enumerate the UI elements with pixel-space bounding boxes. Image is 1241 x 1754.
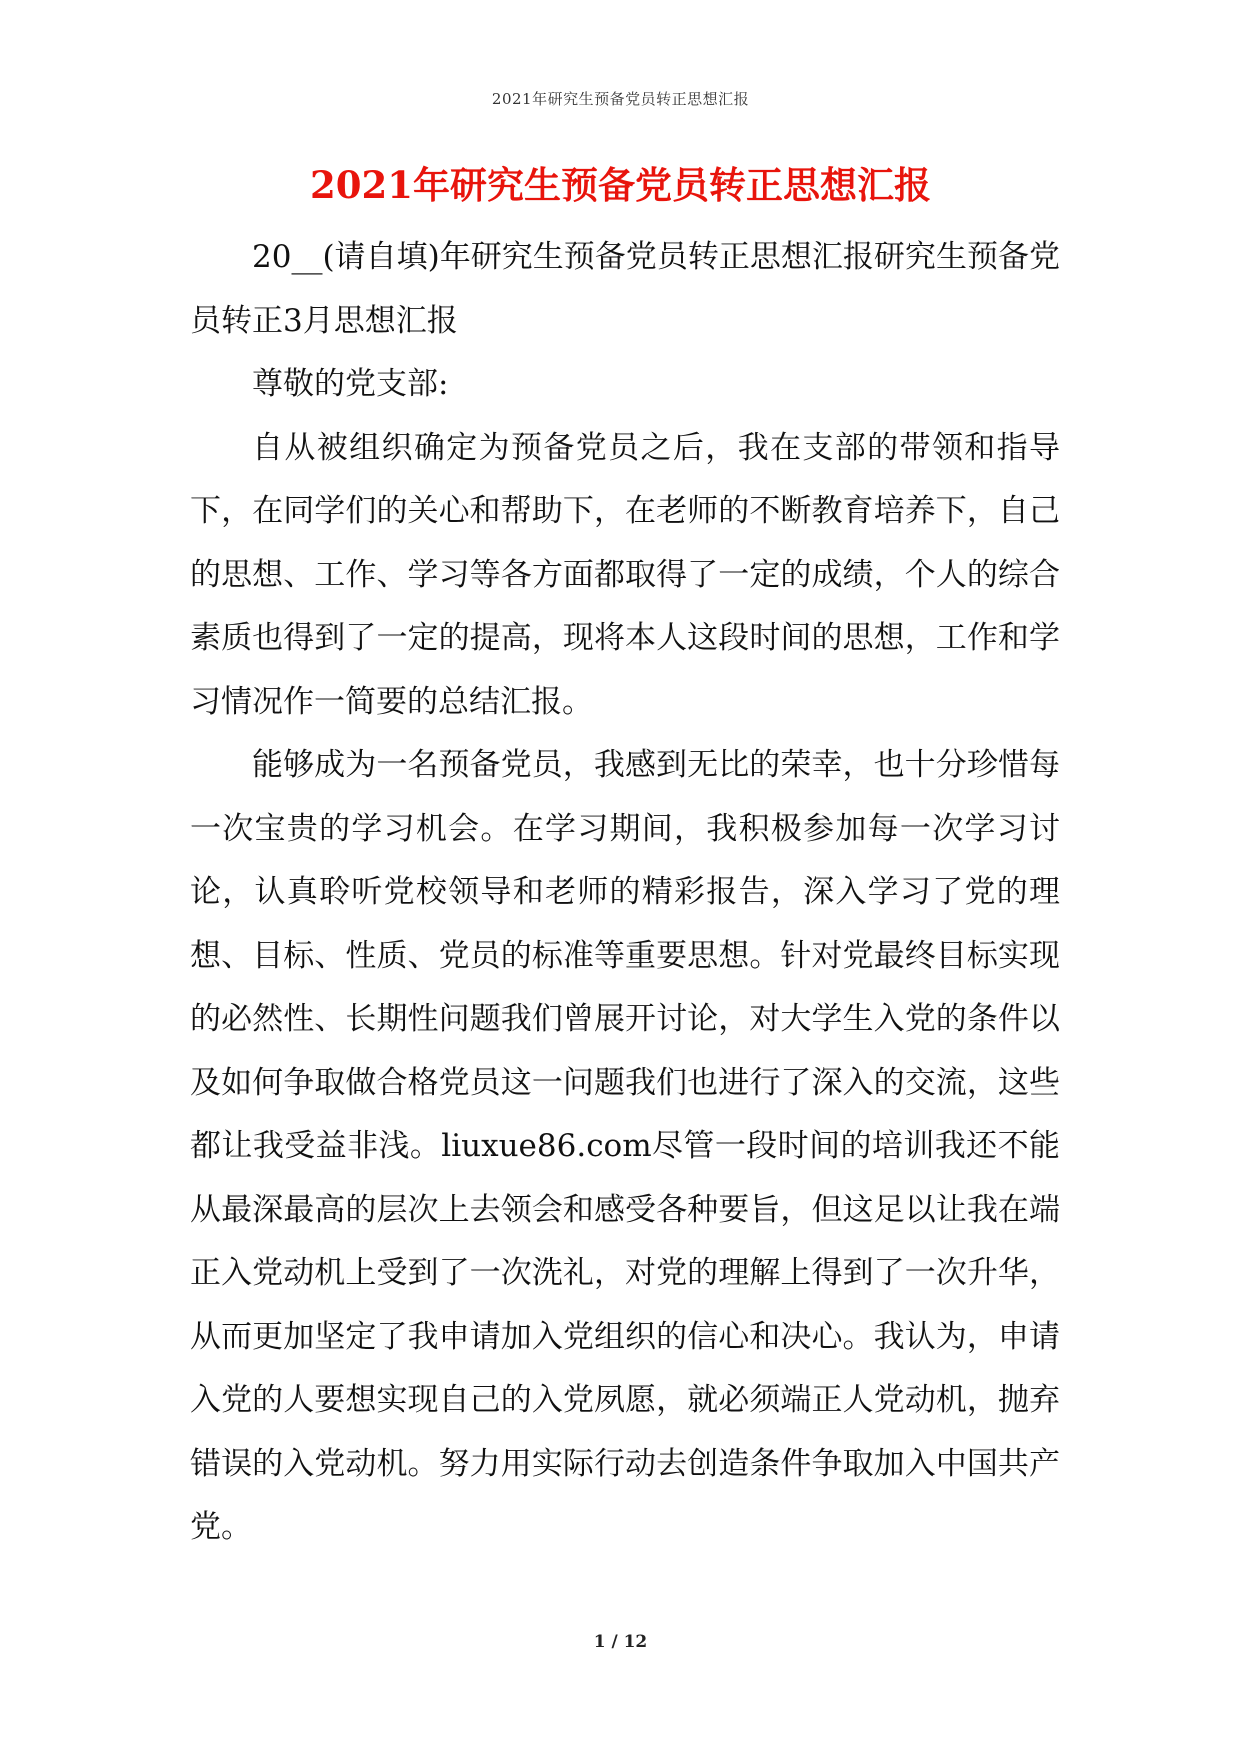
paragraph-body: 能够成为一名预备党员，我感到无比的荣幸，也十分珍惜每一次宝贵的学习机会。在学习期间，我积极参加每一次学习讨论，认真聆听党校领导和老师的精彩报告，深入学习了党的理想、目标、性质、党员的标准等重要思想。针对党最终目标实现的必然性、长期性问题我们曾展开讨论，对大学生入党的条件以及如何争取做合格党员这一问题我们也进行了深入的交流，这些都让我受益非浅。liuxue86.com尽管一段时间的培训我还不能从最深最高的层次上去领会和感受各种要旨，但这足以让我在端正入党动机上受到了一次洗礼，对党的理解上得到了一次升华，从而更加坚定了我申请加入党组织的信心和决心。我认为，申请入党的人要想实现自己的入党夙愿，就必须端正人党动机，抛弃错误的入党动机。努力用实际行动去创造条件争取加入中国共产党。: [190, 747, 1060, 1545]
running-header: 2021年研究生预备党员转正思想汇报: [491, 90, 750, 108]
paragraph-subtitle: 20__(请自填)年研究生预备党员转正思想汇报研究生预备党员转正3月思想汇报: [190, 239, 1060, 339]
paragraph-body: 自从被组织确定为预备党员之后，我在支部的带领和指导下，在同学们的关心和帮助下，在老师的不断教育培养下，自己的思想、工作、学习等各方面都取得了一定的成绩，个人的综合素质也得到了一定的提高，现将本人这段时间的思想，工作和学习情况作一简要的总结汇报。: [190, 429, 1060, 720]
document-title: 2021年研究生预备党员转正思想汇报: [310, 163, 931, 207]
document-body: [190, 226, 1060, 1560]
paragraph-salutation: 尊敬的党支部:: [252, 366, 449, 402]
page-number: 1 / 12: [593, 1632, 648, 1652]
